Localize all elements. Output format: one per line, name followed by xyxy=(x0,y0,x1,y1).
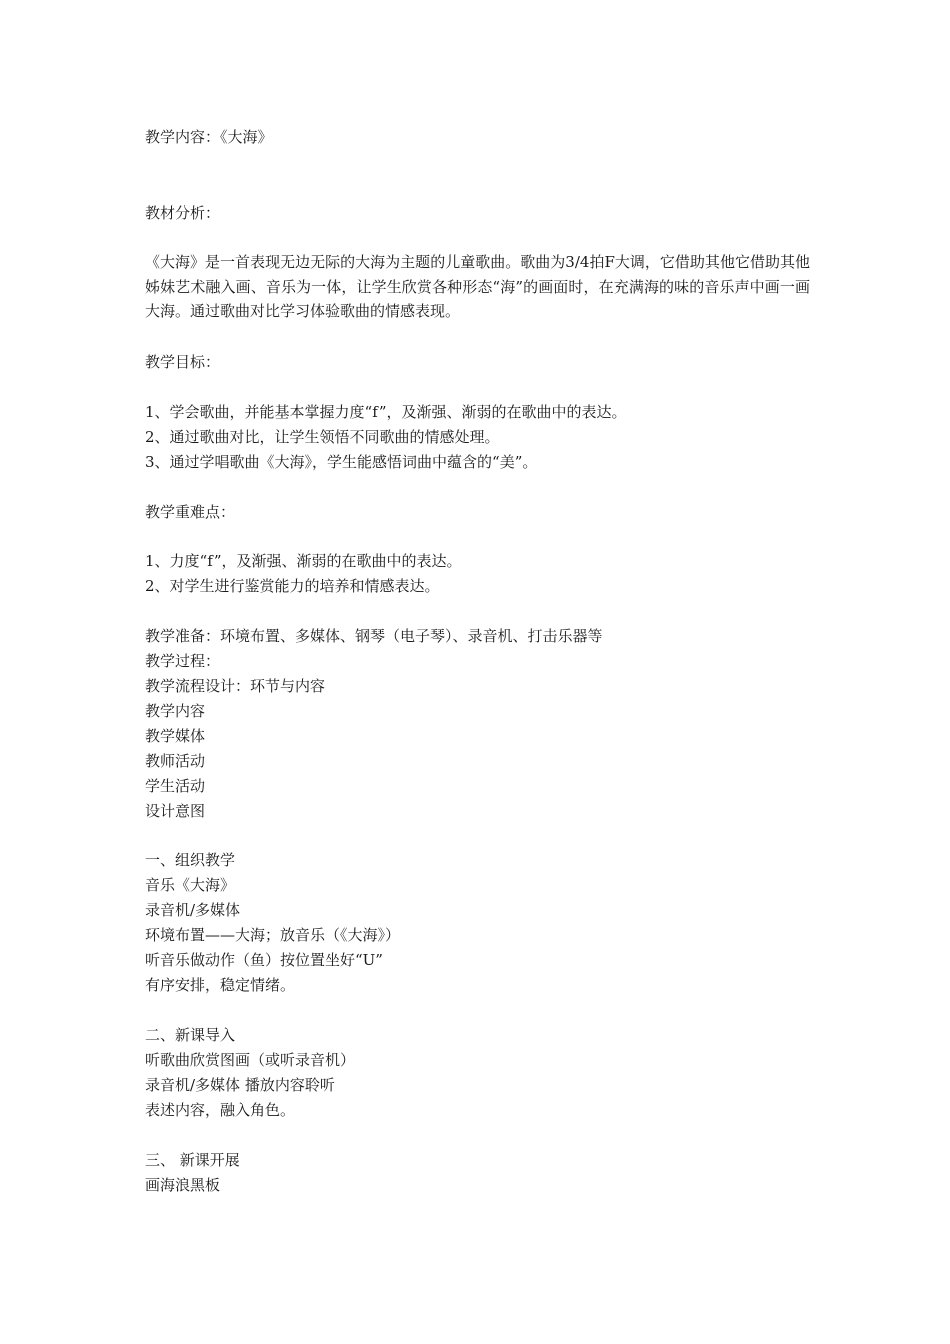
teaching-process-heading: 教学过程： xyxy=(145,652,221,670)
column-teacher-activity: 教师活动 xyxy=(145,752,206,770)
goal-item-1: 1、学会歌曲，并能基本掌握力度“f”，及渐强、渐弱的在歌曲中的表达。 xyxy=(145,403,627,421)
material-analysis-paragraph: 《大海》是一首表现无边无际的大海为主题的儿童歌曲。歌曲为3/4拍F大调，它借助其他它借助其他姊妹艺术融入画、音乐为一体，让学生欣赏各种形态“海”的画面时，在充满海的味的音乐声中画一画大海。通过歌曲对比学习体验歌曲的情感表现。 xyxy=(145,253,810,320)
material-analysis-heading: 教材分析： xyxy=(145,204,221,222)
key-point-item-1: 1、力度“f”，及渐强、渐弱的在歌曲中的表达。 xyxy=(145,552,462,570)
section-2-media-activity: 录音机/多媒体 播放内容聆听 xyxy=(145,1076,335,1094)
section-1-student-activity: 听音乐做动作（鱼）按位置坐好“U” xyxy=(145,951,383,969)
column-student-activity: 学生活动 xyxy=(145,777,206,795)
section-1-content: 音乐《大海》 xyxy=(145,876,236,894)
goal-item-2: 2、通过歌曲对比，让学生领悟不同歌曲的情感处理。 xyxy=(145,428,500,446)
goal-item-3: 3、通过学唱歌曲《大海》，学生能感悟词曲中蕴含的“美”。 xyxy=(145,453,538,471)
column-teaching-media: 教学媒体 xyxy=(145,727,206,745)
key-points-heading: 教学重难点： xyxy=(145,503,236,521)
key-point-item-2: 2、对学生进行鉴赏能力的培养和情感表达。 xyxy=(145,577,440,595)
section-2-heading: 二、新课导入 xyxy=(145,1026,236,1044)
section-1-teacher-activity: 环境布置——大海；放音乐（《大海》） xyxy=(145,926,401,944)
teaching-goals-heading: 教学目标： xyxy=(145,353,221,371)
section-1-design-intent: 有序安排，稳定情绪。 xyxy=(145,976,296,994)
section-3-content: 画海浪黑板 xyxy=(145,1176,221,1194)
teaching-content-heading: 教学内容：《大海》 xyxy=(145,128,273,146)
section-1-heading: 一、组织教学 xyxy=(145,851,236,869)
teaching-preparation: 教学准备：环境布置、多媒体、钢琴（电子琴）、录音机、打击乐器等 xyxy=(145,627,603,645)
column-teaching-content: 教学内容 xyxy=(145,702,206,720)
section-2-design-intent: 表述内容，融入角色。 xyxy=(145,1101,296,1119)
column-design-intent: 设计意图 xyxy=(145,802,206,820)
section-3-heading: 三、 新课开展 xyxy=(145,1151,240,1169)
section-1-media: 录音机/多媒体 xyxy=(145,901,241,919)
flow-design-heading: 教学流程设计：环节与内容 xyxy=(145,677,326,695)
section-2-content: 听歌曲欣赏图画（或听录音机） xyxy=(145,1051,356,1069)
